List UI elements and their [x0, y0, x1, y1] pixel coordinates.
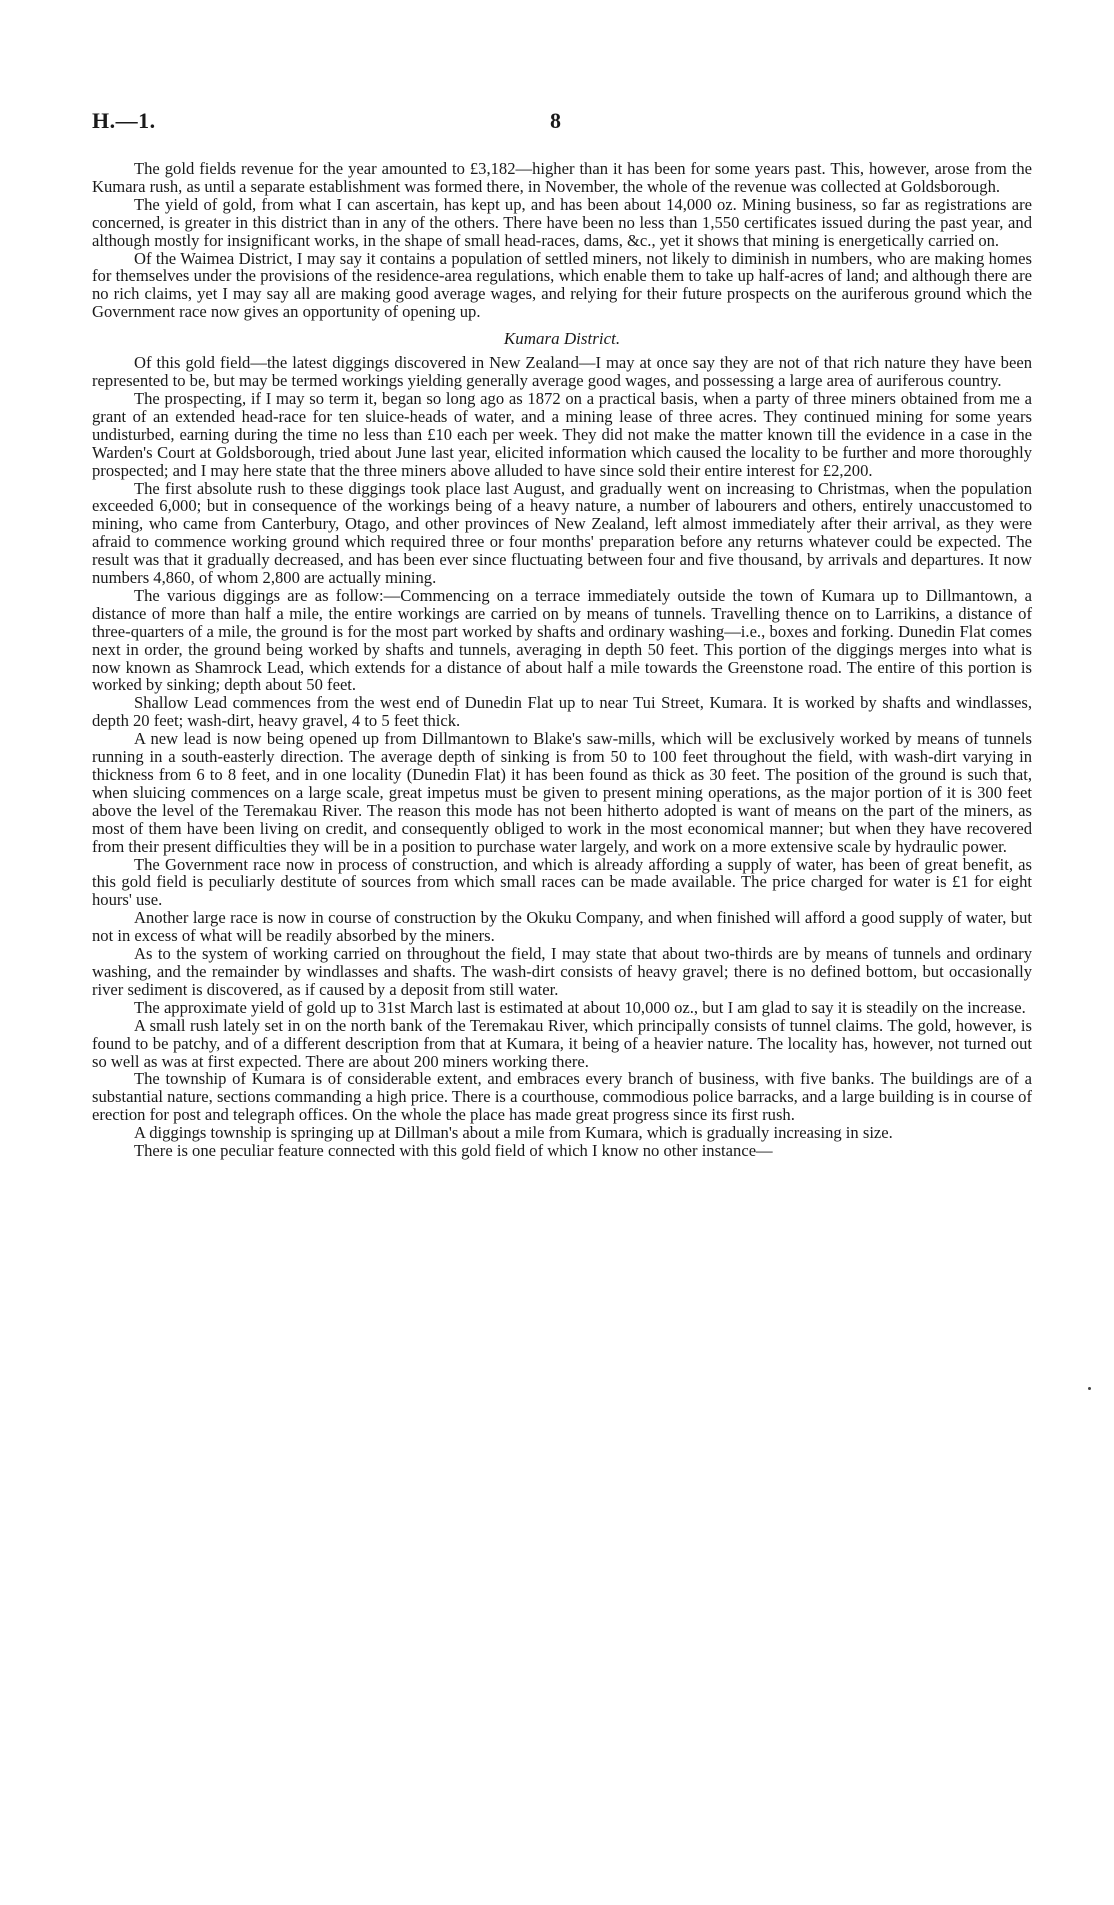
page-body [92, 160, 1032, 1160]
page-header [92, 108, 1032, 138]
paragraph-approximate-yield: The approximate yield of gold up to 31st March last is estimated at about 10,000 oz., but I am glad to say it is steadily on the increase. [134, 997, 1026, 1017]
page-number: 8 [550, 108, 561, 133]
paragraph-dillmans-township: A diggings township is springing up at Dillman's about a mile from Kumara, which is gradually increasing in size. [134, 1123, 893, 1143]
paragraph-teremakau-rush: A small rush lately set in on the north bank of the Teremakau River, which principally consists of tunnel claims. The gold, however, is found to be patchy, and of a different description from that at Kumara, it being of a heavier nature. The locality has, however, not turned out so well as was at first expected. There are about 200 miners working there. [92, 1015, 1032, 1071]
paragraph-gold-yield: The yield of gold, from what I can ascertain, has kept up, and has been about 14,000 oz. Mining business, so far as registrations are concerned, is greater in this district than in any of the others. There have been no less than 1,550 certificates issued during the past year, and although mostly for insignificant works, in the shape of small head-races, dams, &c., yet it shows that mining is energetically carried on. [92, 194, 1032, 250]
paragraph-new-lead: A new lead is now being opened up from Dillmantown to Blake's saw-mills, which will be exclusively worked by means of tunnels running in a south-easterly direction. The average depth of sinking is from 50 to 100 feet throughout the field, with wash-dirt varying in thickness from 6 to 8 feet, and in one locality (Dunedin Flat) it has been found as thick as 30 feet. The position of the ground is such that, when sluicing commences on a large scale, great impetus must be given to present mining operations, as the major portion of it is 300 feet above the level of the Teremakau River. The reason this mode has not been hitherto adopted is want of means on the part of the miners, as most of them have been living on credit, and consequently obliged to work in the most economical manner; but when they have recovered from their present difficulties they will be in a position to purchase water largely, and work on a more extensive scale by hydraulic power. [92, 729, 1032, 856]
paragraph-government-race: The Government race now in process of construction, and which is already affording a supply of water, has been of great benefit, as this gold field is peculiarly destitute of sources from which small races can be made available. The price charged for water is £1 for eight hours' use. [92, 854, 1032, 910]
paragraph-various-diggings: The various diggings are as follow:—Commencing on a terrace immediately outside the town of Kumara up to Dillmantown, a distance of more than half a mile, the entire workings are carried on by means of tunnels. Travelling thence on to Larrikins, a distance of three-quarters of a mile, the ground is for the most part worked by shafts and ordinary washing—i.e., boxes and forking. Dunedin Flat comes next in order, the ground being worked by shafts and tunnels, averaging in depth 50 feet. This portion of the diggings merges into what is now known as Shamrock Lead, which extends for a distance of about half a mile towards the Greenstone road. The entire of this portion is worked by sinking; depth about 50 feet. [92, 585, 1032, 695]
paragraph-revenue: The gold fields revenue for the year amounted to £3,182—higher than it has been for some years past. This, however, arose from the Kumara rush, as until a separate establishment was formed there, in November, the whole of the revenue was collected at Goldsborough. [92, 159, 1032, 196]
paragraph-kumara-intro: Of this gold field—the latest diggings discovered in New Zealand—I may at once say they are not of that rich nature they have been represented to be, but may be termed workings yielding generally average good wages, and possessing a large area of auriferous country. [92, 353, 1032, 391]
paragraph-okuku-race: Another large race is now in course of construction by the Okuku Company, and when finished will afford a good supply of water, but not in excess of what will be readily absorbed by the miners. [92, 908, 1032, 946]
paragraph-prospecting: The prospecting, if I may so term it, began so long ago as 1872 on a practical basis, when a party of three miners obtained from me a grant of an extended head-race for ten sluice-heads of water, and a mining lease of three acres. They continued mining for some years undisturbed, earning during the time no less than £10 each per week. They did not make the matter known till the evidence in a case in the Warden's Court at Goldsborough, tried about June last year, elicited information which caused the locality to be further and more thoroughly prospected; and I may here state that the three miners above alluded to have since sold their entire interest for £2,200. [92, 388, 1032, 480]
paragraph-shallow-lead: Shallow Lead commences from the west end of Dunedin Flat up to near Tui Street, Kumara. It is worked by shafts and windlasses, depth 20 feet; wash-dirt, heavy gravel, 4 to 5 feet thick. [92, 693, 1032, 731]
paragraph-peculiar-feature: There is one peculiar feature connected with this gold field of which I know no other instance— [134, 1141, 773, 1161]
margin-speck [1088, 1387, 1091, 1390]
paragraph-working-system: As to the system of working carried on throughout the field, I may state that about two-thirds are by means of tunnels and ordinary washing, and the remainder by windlasses and shafts. The wash-dirt consists of heavy gravel; there is no defined bottom, but occasionally river sediment is discovered, as if caused by a deposit from still water. [92, 944, 1032, 999]
paragraph-kumara-township: The township of Kumara is of considerable extent, and embraces every branch of business, with five banks. The buildings are of a substantial nature, sections commanding a high price. There is a courthouse, commodious police barracks, and a large building is in course of erection for post and telegraph offices. On the whole the place has made great progress since its first rush. [92, 1069, 1032, 1125]
section-heading-kumara: Kumara District. [503, 329, 621, 349]
paragraph-first-rush: The first absolute rush to these diggings took place last August, and gradually went on increasing to Christmas, when the population exceeded 6,000; but in consequence of the workings being of a heavy nature, a number of labourers and others, entirely unaccustomed to mining, who came from Canterbury, Otago, and other provinces of New Zealand, left almost immediately after their arrival, as they were afraid to commence working ground which required three or four months' preparation before any returns whatever could be expected. The result was that it gradually decreased, and has been ever since fluctuating between four and five thousand, by arrivals and departures. It now numbers 4,860, of whom 2,800 are actually mining. [92, 478, 1032, 588]
document-reference: H.—1. [92, 108, 156, 133]
paragraph-waimea-district: Of the Waimea District, I may say it contains a population of settled miners, not likely to diminish in numbers, who are making homes for themselves under the provisions of the residence-area regulations, which enable them to take up half-acres of land; and although there are no rich claims, yet I may say all are making good average wages, and relying for their future prospects on the auriferous ground which the Government race now gives an opportunity of opening up. [92, 248, 1032, 322]
